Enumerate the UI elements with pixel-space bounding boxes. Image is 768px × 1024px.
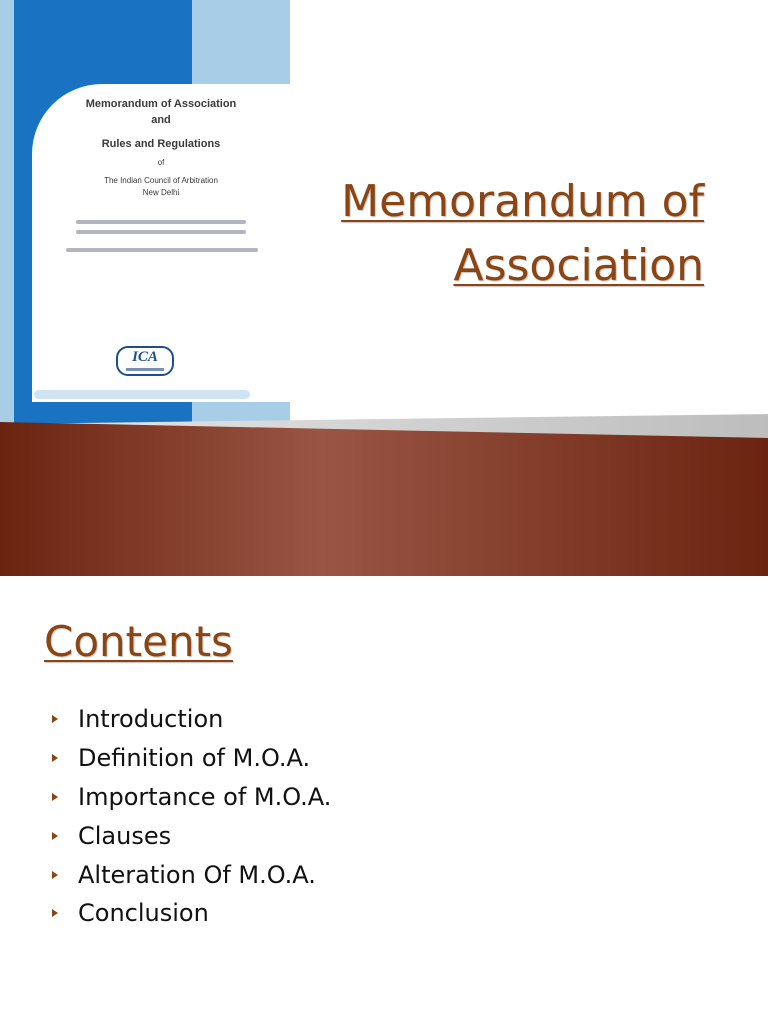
cover-title-line1: Memorandum of Association [85,98,237,110]
cover-fine-print [66,248,258,252]
cover-title-line3: Rules and Regulations [101,138,221,150]
list-item [50,816,331,855]
cover-council: The Indian Council of Arbitration [104,176,218,185]
list-item-label: Introduction [78,705,224,734]
contents-list [50,700,331,933]
slide-title-line1: Memorandum of [341,176,704,227]
cover-title-line2: and [151,114,171,126]
cover-fine-print [76,220,246,224]
list-item-label: Conclusion [78,899,209,928]
triangle-bullet-icon [52,715,58,723]
triangle-bullet-icon [52,793,58,801]
triangle-bullet-icon [52,832,58,840]
slide-contents [0,576,768,1024]
triangle-bullet-icon [52,871,58,879]
list-item-label: Definition of M.O.A. [78,744,311,773]
ica-logo-text: ICA [132,349,158,365]
slide-title-line2: Association [453,240,704,291]
list-item [50,700,331,739]
decorative-band [0,410,768,576]
contents-heading: Contents [44,617,233,666]
triangle-bullet-icon [52,754,58,762]
list-item-label: Clauses [78,821,172,850]
band-brown [0,422,768,576]
list-item-label: Importance of M.O.A. [78,782,332,811]
cover-bottom-bar [34,390,250,399]
ica-logo [116,346,174,376]
list-item-label: Alteration Of M.O.A. [78,860,316,889]
list-item [50,894,331,933]
book-cover-image [0,0,290,425]
cover-card [32,84,290,402]
ica-logo-subtext [126,368,164,371]
cover-fine-print [76,230,246,234]
list-item [50,855,331,894]
cover-of: of [157,158,165,167]
cover-city: New Delhi [142,188,180,197]
list-item [50,739,331,778]
list-item [50,778,331,817]
triangle-bullet-icon [52,909,58,917]
